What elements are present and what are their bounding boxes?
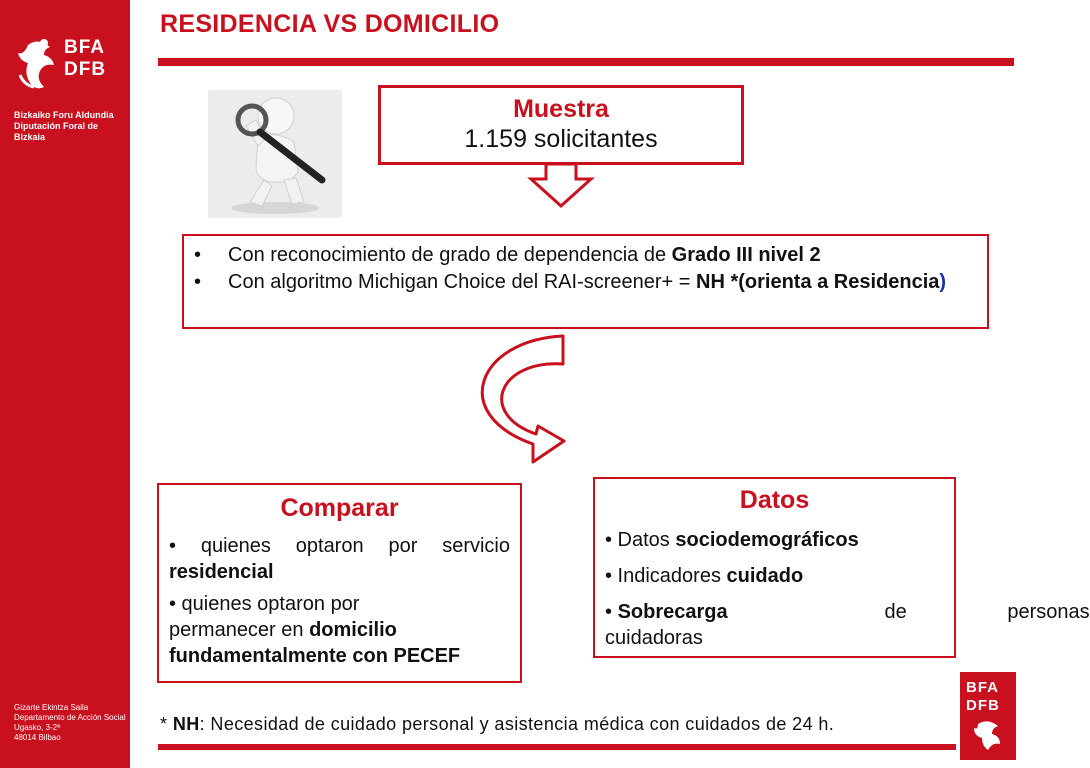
bottom-divider: [158, 744, 956, 750]
footnote: [160, 712, 834, 736]
department-info: [14, 703, 126, 743]
department-spanish: Departamento de Acción Social: [14, 713, 126, 722]
bfa-logo: [14, 35, 114, 105]
sidebar: [0, 0, 130, 768]
data-item-bold: Sobrecarga: [617, 601, 728, 623]
address-street: Ugasko, 3-2ª: [14, 723, 61, 732]
compare-title: Comparar: [280, 494, 399, 522]
footnote-asterisk: *: [160, 714, 173, 734]
compare-item-bold: residencial: [169, 561, 274, 583]
data-title: Datos: [739, 486, 810, 514]
compare-item-text: permanecer en: [169, 619, 310, 641]
data-item-rest: [784, 599, 1090, 625]
logo-bfa-text: BFA: [966, 679, 999, 696]
logo-dfb-text: DFB: [966, 697, 1000, 714]
data-item-bold: sociodemográficos: [675, 529, 859, 551]
compare-item-text: • quienes optaron por: [169, 593, 360, 615]
criteria-item-paren: ): [939, 271, 947, 293]
bullet: •: [194, 244, 202, 266]
data-item-text: cuidadoras: [605, 627, 703, 649]
sample-value: 1.159 solicitantes: [464, 125, 658, 153]
curved-arrow-icon: [458, 334, 568, 479]
data-item-text: • Datos: [605, 529, 676, 551]
data-item-bold: cuidado: [726, 565, 804, 587]
org-name-basque: Bizkaiko Foru Aldundia: [14, 110, 114, 120]
criteria-item-text: Con reconocimiento de grado de dependencia de: [228, 244, 672, 266]
compare-box: [157, 483, 522, 683]
data-item-sociodemographic: [605, 527, 944, 553]
criteria-item-algorithm: [194, 269, 979, 296]
data-item-line1: [605, 599, 1090, 625]
footnote-bold: NH: [172, 714, 200, 734]
org-name: [14, 110, 130, 143]
page-title: RESIDENCIA VS DOMICILIO: [160, 10, 500, 38]
criteria-box: [182, 234, 989, 329]
criteria-item-bold: NH *(orienta a Residencia: [696, 271, 940, 293]
department-basque: Gizarte Ekintza Saila: [14, 703, 89, 712]
down-arrow-icon: [528, 163, 594, 209]
data-item-text: • Indicadores: [605, 565, 727, 587]
compare-item-residential: [169, 533, 510, 585]
data-item-text: de personas: [784, 601, 1090, 623]
logo-dfb-text: DFB: [64, 59, 107, 80]
sample-box: [378, 85, 744, 165]
sample-title: Muestra: [513, 95, 609, 123]
thinking-figure-icon: [208, 90, 342, 218]
compare-item-text: • quienes optaron por servicio: [169, 535, 510, 557]
address-city: 48014 Bilbao: [14, 733, 61, 742]
compare-item-bold: domicilio: [309, 619, 397, 641]
title-divider: [158, 58, 1014, 66]
bfa-logo-icon: [968, 718, 1008, 758]
bullet: •: [194, 271, 202, 293]
criteria-item-grade: [194, 242, 979, 269]
data-item-lead: [605, 599, 728, 625]
criteria-item-bold: Grado III nivel 2: [671, 244, 821, 266]
compare-item-line3: [169, 643, 510, 669]
compare-item-line2: [169, 617, 510, 643]
criteria-item-text: Con algoritmo Michigan Choice del RAI-screener+ =: [228, 271, 696, 293]
org-name-spanish: Diputación Foral de Bizkaia: [14, 121, 99, 142]
bullet: •: [605, 601, 613, 623]
compare-item-bold: fundamentalmente con PECEF: [169, 645, 461, 667]
data-item-care: [605, 563, 944, 589]
compare-item-home: [169, 591, 510, 669]
data-box: [593, 477, 1090, 658]
footnote-text: : Necesidad de cuidado personal y asistencia médica con cuidados de 24 h.: [199, 714, 835, 734]
bfa-logo-icon: [14, 35, 60, 103]
logo-bfa-text: BFA: [64, 37, 105, 58]
bfa-logo-small: [960, 672, 1016, 760]
data-item-burden: [605, 599, 1090, 651]
illustration: [208, 90, 342, 218]
